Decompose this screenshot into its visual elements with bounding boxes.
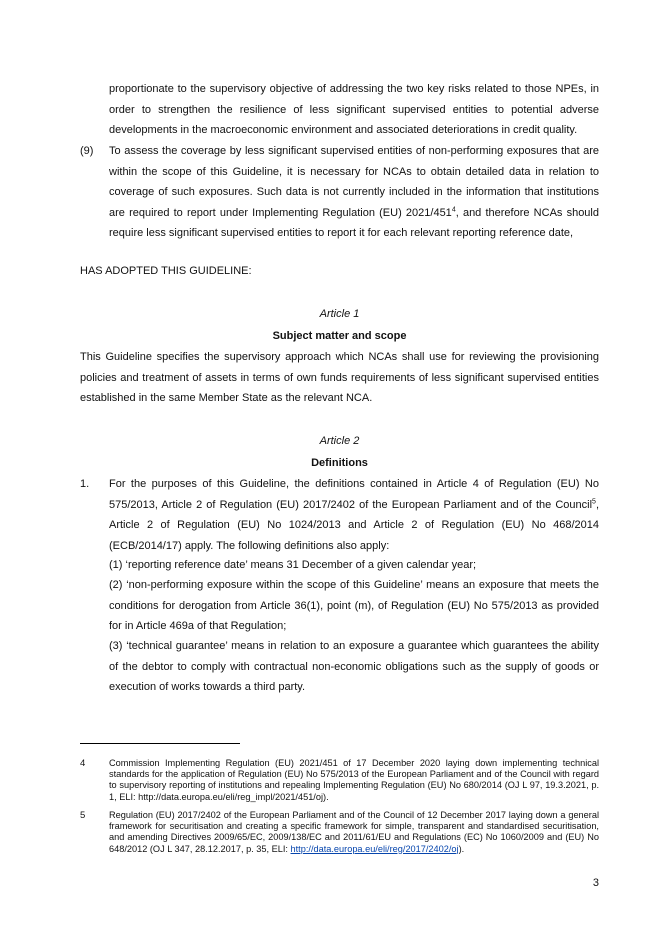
page-number: 3 (592, 877, 599, 889)
definition-3: (3) ‘technical guarantee’ means in relation to an exposure a guarantee which guarantees the ability of the debtor to comply with contractual non-economic obligations such as the supply of goods or execution of works towards a third party. (109, 640, 599, 693)
continued-paragraph: proportionate to the supervisory objective of addressing the two key risks related to those NPEs, in order to strengthen the resilience of less significant supervised entities to potential adverse developments in the macroeconomic environment and associated deteriorations in credit quality. (109, 83, 599, 136)
footnote-5-end: ). (458, 843, 465, 854)
footnote-separator (80, 743, 240, 744)
adopted-statement: HAS ADOPTED THIS GUIDELINE: (80, 265, 252, 277)
article-1-label: Article 1 (319, 308, 360, 320)
footnote-5-number: 5 (80, 810, 86, 821)
definition-2: (2) ‘non-performing exposure within the scope of this Guideline’ means an exposure that meets the conditions for derogation from Article 36(1), point (m), of Regulation (EU) No 575/2013 as provided for in Article 469a of that Regulation; (109, 579, 599, 632)
footnote-ref-4[interactable]: 4 (451, 205, 456, 213)
paragraph-9-text-b: , and therefore NCAs should require less significant supervised entities to report it for each relevant reporting reference date, (109, 206, 599, 239)
article-2-label: Article 2 (319, 435, 360, 447)
article-2-point-1-text-b: , Article 2 of Regulation (EU) No 1024/2013 and Article 2 of Regulation (EU) No 468/2014 (ECB/2014/17) apply. The following definitions also apply: (109, 498, 599, 552)
footnote-5-link[interactable]: http://data.europa.eu/eli/reg/2017/2402/oj (290, 843, 459, 854)
article-1-title: Subject matter and scope (272, 330, 407, 342)
footnote-5-text: Regulation (EU) 2017/2402 of the European Parliament and of the Council of 12 December 2017 laying down a general framework for securitisation and creating a specific framework for simple, transparent and standardised securitisation, and amending Directives 2009/65/EC, 2009/138/EC and 2011/61/EU and Regulations (EC) No 1060/2009 and (EU) No 648/2012 (OJ L 347, 28.12.2017, p. 35, ELI: (109, 810, 599, 854)
footnote-5 (109, 810, 599, 855)
footnote-ref-5[interactable]: 5 (592, 497, 596, 505)
paragraph-9 (109, 141, 599, 244)
footnote-4-text: Commission Implementing Regulation (EU) 2021/451 of 17 December 2020 laying down implementing technical standards for the application of Regulation (EU) No 575/2013 of the European Parliament and of the Council with regard to supervisory reporting of institutions and repealing Implementing Regulation (EU) No 680/2014 (OJ L 97, 19.3.2021, p. 1, ELI: http://data.europa.eu/eli/reg_impl/2021/451/oj). (109, 758, 599, 802)
article-2-point-1-text-a: For the purposes of this Guideline, the definitions contained in Article 4 of Regulation (EU) No 575/2013, Article 2 of Regulation (EU) 2017/2402 of the European Parliament and of the Council (109, 478, 599, 511)
article-1-text: This Guideline specifies the supervisory approach which NCAs shall use for reviewing the provisioning policies and treatment of assets in terms of own funds requirements of less significant supervised entities established in the same Member State as the relevant NCA. (80, 351, 599, 404)
article-2-title: Definitions (311, 457, 368, 469)
paragraph-9-number: (9) (80, 145, 94, 157)
article-2-point-1 (109, 474, 599, 556)
footnote-4-number: 4 (80, 758, 86, 769)
article-2-point-1-number: 1. (80, 478, 90, 490)
paragraph-9-text-a: To assess the coverage by less significant supervised entities of non-performing exposures that are within the scope of this Guideline, it is necessary for NCAs to obtain detailed data in relation to coverage of such exposures. Such data is not currently included in the information that institutions are required to report under Implementing Regulation (EU) 2021/451 (109, 145, 599, 219)
definition-1: (1) ‘reporting reference date’ means 31 December of a given calendar year; (109, 559, 477, 571)
